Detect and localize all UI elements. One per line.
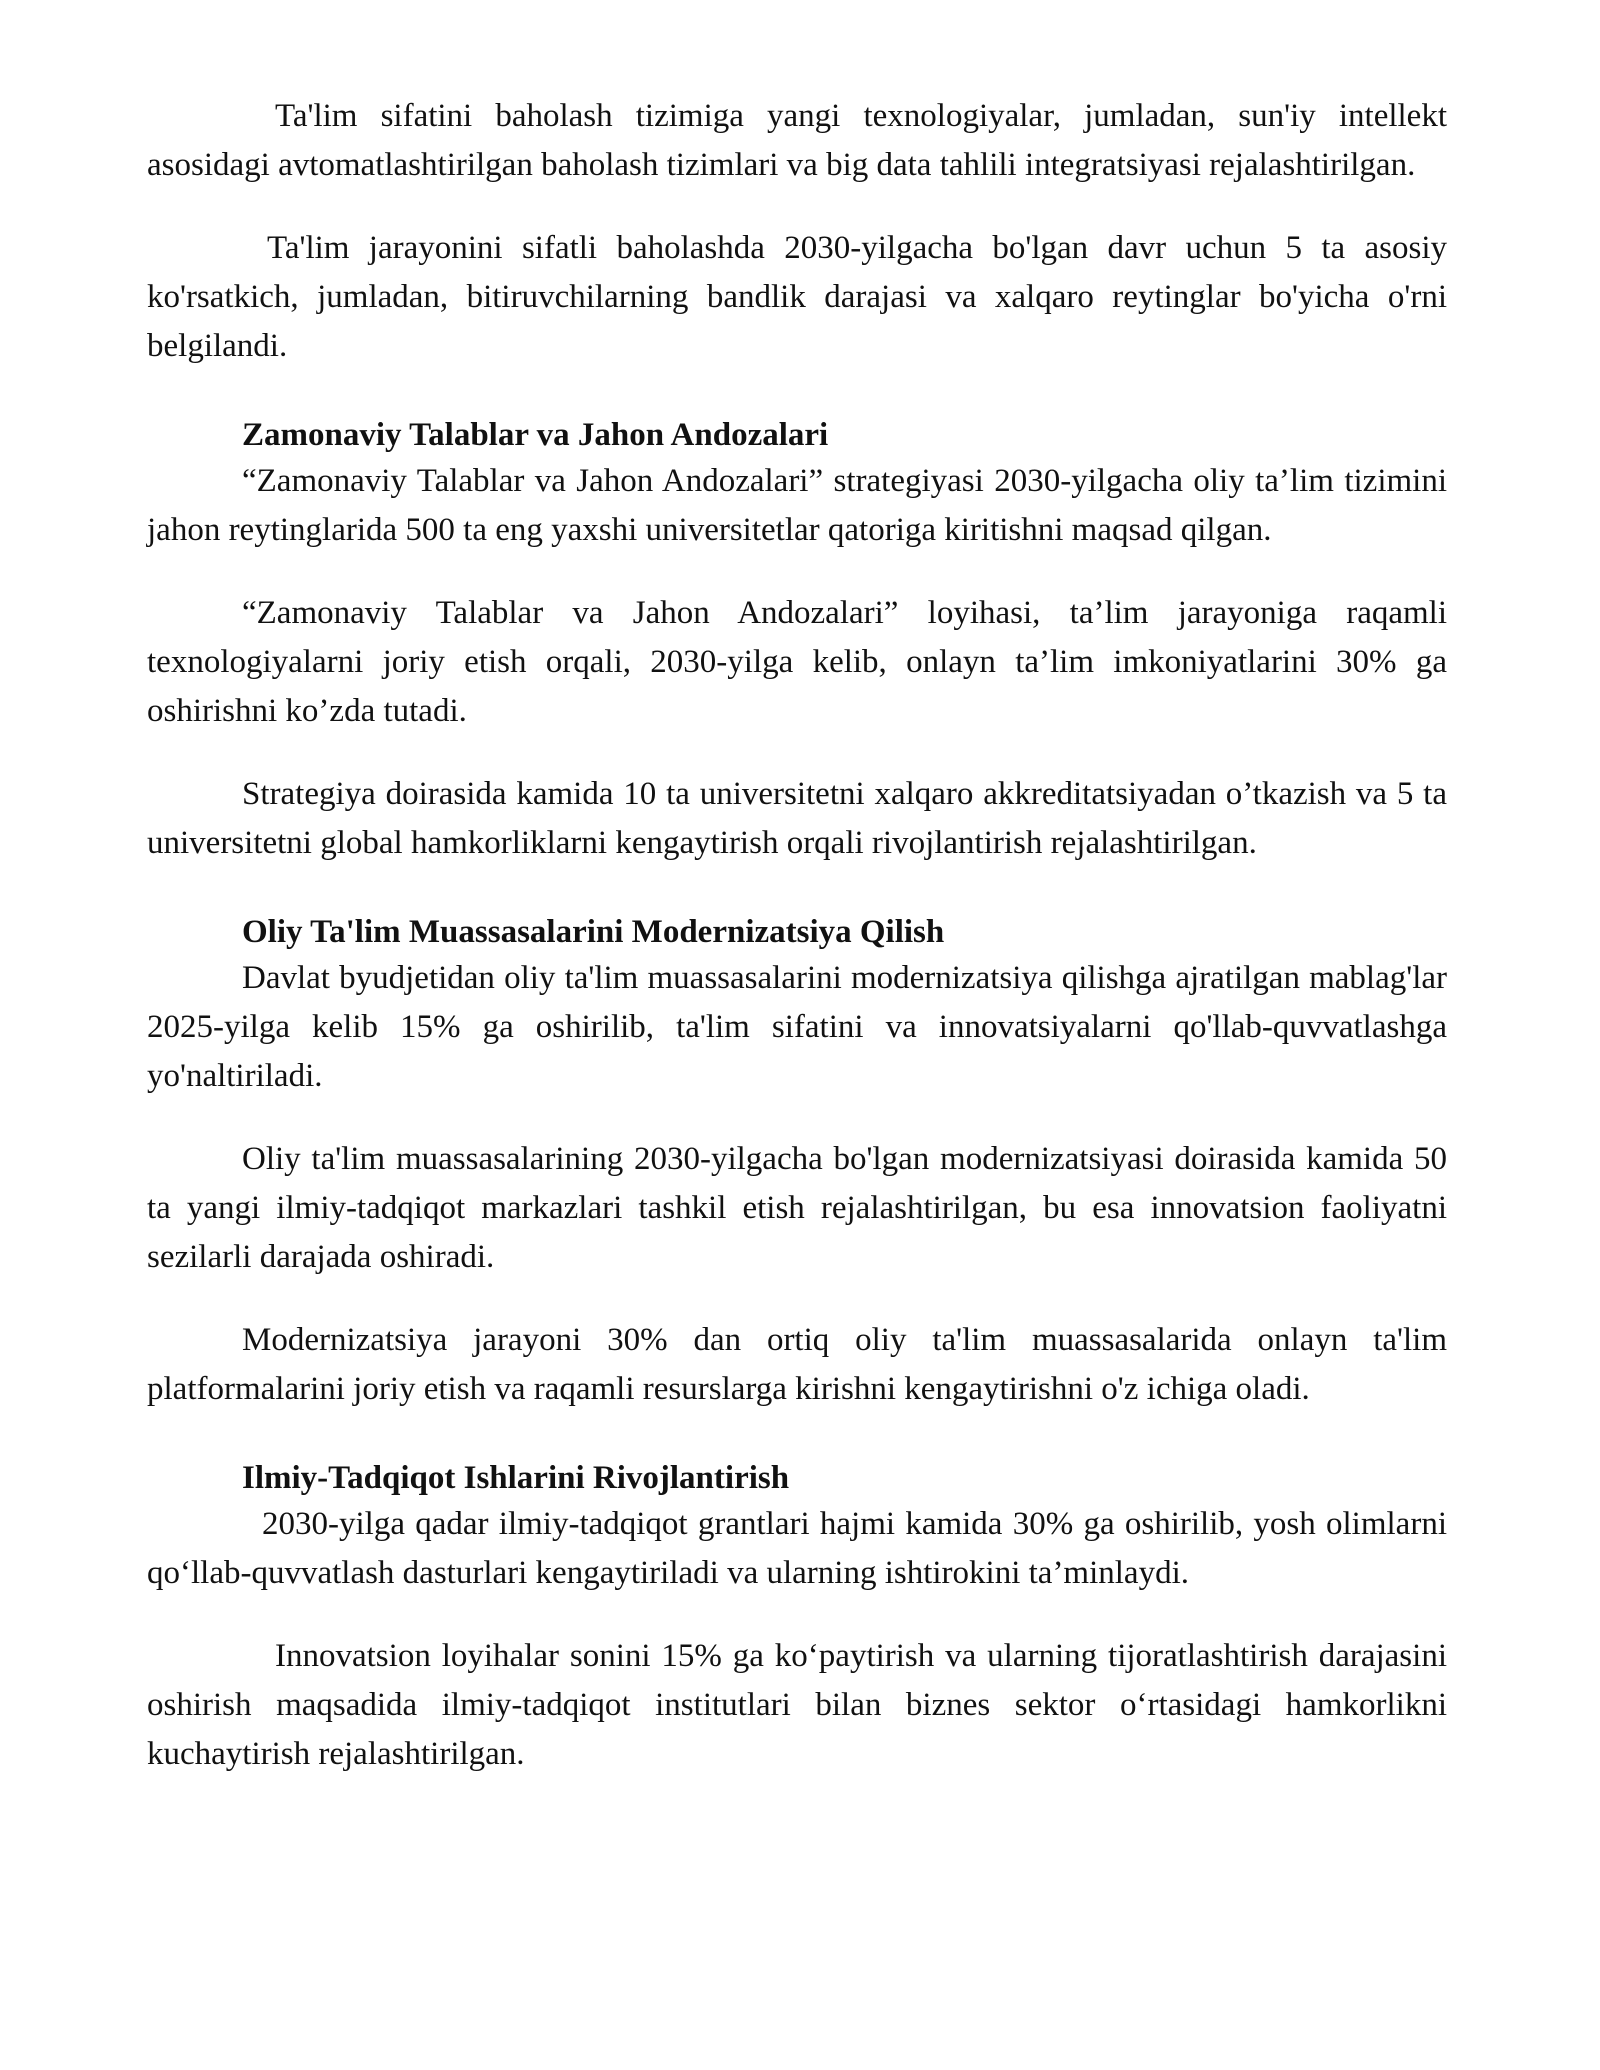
paragraph-online-learning: “Zamonaviy Talablar va Jahon Andozalari” loyihasi, ta’lim jarayoniga raqamli texnologiyalarni joriy etish orqali, 2030-yilga kelib, onlayn ta’lim imkoniyatlarini 30% ga oshirishni ko’zda tutadi. <box>147 595 1447 729</box>
paragraph-research-centers: Oliy ta'lim muassasalarining 2030-yilgacha bo'lgan modernizatsiyasi doirasida kamida 50 ta yangi ilmiy-tadqiqot markazlari tashkil etish rejalashtirilgan, bu esa innovatsion faoliyatni sezilarli darajada oshiradi. <box>147 1141 1447 1275</box>
document-page <box>147 92 1447 1779</box>
paragraph-innovation-projects: Innovatsion loyihalar sonini 15% ga ko‘paytirish va ularning tijoratlashtirish darajasini oshirish maqsadida ilmiy-tadqiqot institutlari bilan biznes sektor o‘rtasidagi hamkorlikni kuchaytirish rejalashtirilgan. <box>147 1638 1447 1772</box>
paragraph-key-indicators: Ta'lim jarayonini sifatli baholashda 2030-yilgacha bo'lgan davr uchun 5 ta asosiy ko'rsatkich, jumladan, bitiruvchilarning bandlik darajasi va xalqaro reytinglar bo'yicha o'rni belgilandi. <box>147 230 1447 364</box>
paragraph-ai-assessment: Ta'lim sifatini baholash tizimiga yangi texnologiyalar, jumladan, sun'iy intellekt asosidagi avtomatlashtirilgan baholash tizimlari va big data tahlili integratsiyasi rejalashtirilgan. <box>147 98 1447 183</box>
section-heading-modern-requirements: Zamonaviy Talablar va Jahon Andozalari <box>242 417 829 453</box>
paragraph-research-grants: 2030-yilga qadar ilmiy-tadqiqot grantlari hajmi kamida 30% ga oshirilib, yosh olimlarni qo‘llab-quvvatlash dasturlari kengaytiriladi va ularning ishtirokini ta’minlaydi. <box>147 1506 1447 1591</box>
paragraph-budget-funding: Davlat byudjetidan oliy ta'lim muassasalarini modernizatsiya qilishga ajratilgan mablag'lar 2025-yilga kelib 15% ga oshirilib, ta'lim sifatini va innovatsiyalarni qo'llab-quvvatlashga yo'naltiriladi. <box>147 960 1447 1094</box>
paragraph-online-platforms: Modernizatsiya jarayoni 30% dan ortiq oliy ta'lim muassasalarida onlayn ta'lim platformalarini joriy etish va raqamli resurslarga kirishni kengaytirishni o'z ichiga oladi. <box>147 1322 1447 1407</box>
section-heading-research: Ilmiy-Tadqiqot Ishlarini Rivojlantirish <box>242 1460 790 1496</box>
section-heading-modernization: Oliy Ta'lim Muassasalarini Modernizatsiya Qilish <box>242 914 945 950</box>
paragraph-accreditation: Strategiya doirasida kamida 10 ta universitetni xalqaro akkreditatsiyadan o’tkazish va 5 ta universitetni global hamkorliklarni kengaytirish orqali rivojlantirish rejalashtirilgan. <box>147 776 1447 861</box>
paragraph-strategy-rankings: “Zamonaviy Talablar va Jahon Andozalari” strategiyasi 2030-yilgacha oliy ta’lim tizimini jahon reytinglarida 500 ta eng yaxshi universitetlar qatoriga kiritishni maqsad qilgan. <box>147 463 1447 548</box>
